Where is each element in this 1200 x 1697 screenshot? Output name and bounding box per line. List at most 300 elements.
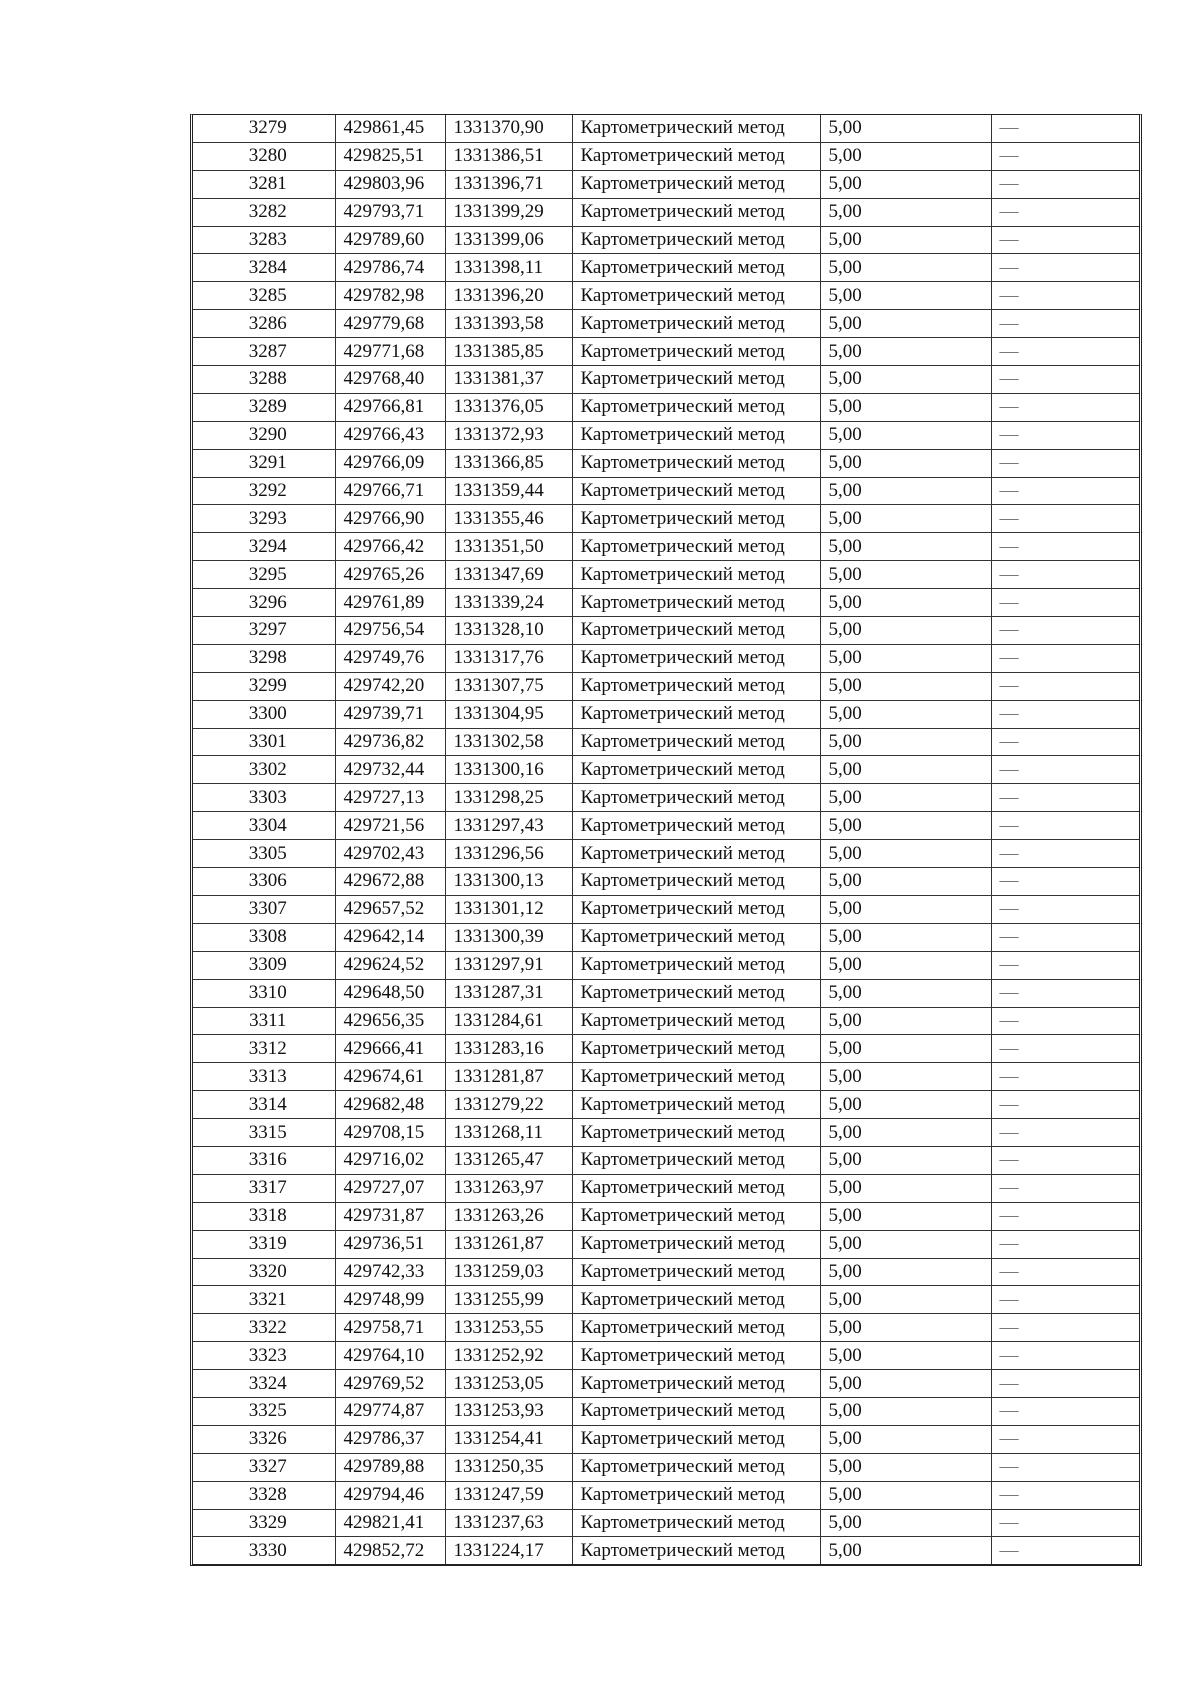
x-coordinate-cell: 429771,68 bbox=[335, 338, 445, 366]
method-cell: Картометрический метод bbox=[572, 895, 820, 923]
table-row bbox=[193, 1091, 1139, 1119]
y-coordinate-cell: 1331255,99 bbox=[445, 1286, 572, 1314]
x-coordinate-cell: 429766,81 bbox=[335, 393, 445, 421]
point-number-cell: 3299 bbox=[193, 672, 335, 700]
y-coordinate-cell: 1331385,85 bbox=[445, 338, 572, 366]
note-cell: — bbox=[991, 505, 1139, 533]
method-cell: Картометрический метод bbox=[572, 617, 820, 645]
x-coordinate-cell: 429758,71 bbox=[335, 1314, 445, 1342]
x-coordinate-cell: 429779,68 bbox=[335, 310, 445, 338]
point-number-cell: 3327 bbox=[193, 1453, 335, 1481]
method-cell: Картометрический метод bbox=[572, 1453, 820, 1481]
table-row bbox=[193, 310, 1139, 338]
point-number-cell: 3285 bbox=[193, 282, 335, 310]
method-cell: Картометрический метод bbox=[572, 1425, 820, 1453]
method-cell: Картометрический метод bbox=[572, 366, 820, 394]
x-coordinate-cell: 429803,96 bbox=[335, 170, 445, 198]
point-number-cell: 3318 bbox=[193, 1202, 335, 1230]
point-number-cell: 3309 bbox=[193, 951, 335, 979]
note-cell: — bbox=[991, 198, 1139, 226]
precision-cell: 5,00 bbox=[820, 1509, 991, 1537]
point-number-cell: 3321 bbox=[193, 1286, 335, 1314]
note-cell: — bbox=[991, 672, 1139, 700]
method-cell: Картометрический метод bbox=[572, 1258, 820, 1286]
x-coordinate-cell: 429769,52 bbox=[335, 1370, 445, 1398]
table-row bbox=[193, 979, 1139, 1007]
y-coordinate-cell: 1331297,91 bbox=[445, 951, 572, 979]
precision-cell: 5,00 bbox=[820, 840, 991, 868]
point-number-cell: 3287 bbox=[193, 338, 335, 366]
point-number-cell: 3279 bbox=[193, 115, 335, 142]
method-cell: Картометрический метод bbox=[572, 449, 820, 477]
precision-cell: 5,00 bbox=[820, 1202, 991, 1230]
precision-cell: 5,00 bbox=[820, 226, 991, 254]
x-coordinate-cell: 429708,15 bbox=[335, 1119, 445, 1147]
x-coordinate-cell: 429648,50 bbox=[335, 979, 445, 1007]
table-row bbox=[193, 1202, 1139, 1230]
table-row bbox=[193, 617, 1139, 645]
method-cell: Картометрический метод bbox=[572, 812, 820, 840]
y-coordinate-cell: 1331366,85 bbox=[445, 449, 572, 477]
precision-cell: 5,00 bbox=[820, 366, 991, 394]
y-coordinate-cell: 1331252,92 bbox=[445, 1342, 572, 1370]
point-number-cell: 3328 bbox=[193, 1481, 335, 1509]
y-coordinate-cell: 1331237,63 bbox=[445, 1509, 572, 1537]
note-cell: — bbox=[991, 533, 1139, 561]
point-number-cell: 3310 bbox=[193, 979, 335, 1007]
precision-cell: 5,00 bbox=[820, 477, 991, 505]
table-row bbox=[193, 784, 1139, 812]
note-cell: — bbox=[991, 784, 1139, 812]
x-coordinate-cell: 429702,43 bbox=[335, 840, 445, 868]
y-coordinate-cell: 1331307,75 bbox=[445, 672, 572, 700]
method-cell: Картометрический метод bbox=[572, 561, 820, 589]
table-row bbox=[193, 672, 1139, 700]
x-coordinate-cell: 429825,51 bbox=[335, 142, 445, 170]
table-row bbox=[193, 1258, 1139, 1286]
precision-cell: 5,00 bbox=[820, 282, 991, 310]
point-number-cell: 3281 bbox=[193, 170, 335, 198]
method-cell: Картометрический метод bbox=[572, 254, 820, 282]
method-cell: Картометрический метод bbox=[572, 1230, 820, 1258]
x-coordinate-cell: 429768,40 bbox=[335, 366, 445, 394]
x-coordinate-cell: 429821,41 bbox=[335, 1509, 445, 1537]
table-row bbox=[193, 1230, 1139, 1258]
note-cell: — bbox=[991, 1258, 1139, 1286]
y-coordinate-cell: 1331250,35 bbox=[445, 1453, 572, 1481]
y-coordinate-cell: 1331347,69 bbox=[445, 561, 572, 589]
note-cell: — bbox=[991, 1397, 1139, 1425]
x-coordinate-cell: 429766,42 bbox=[335, 533, 445, 561]
method-cell: Картометрический метод bbox=[572, 868, 820, 896]
point-number-cell: 3314 bbox=[193, 1091, 335, 1119]
method-cell: Картометрический метод bbox=[572, 840, 820, 868]
method-cell: Картометрический метод bbox=[572, 1370, 820, 1398]
point-number-cell: 3282 bbox=[193, 198, 335, 226]
table-row bbox=[193, 1425, 1139, 1453]
y-coordinate-cell: 1331301,12 bbox=[445, 895, 572, 923]
y-coordinate-cell: 1331304,95 bbox=[445, 700, 572, 728]
x-coordinate-cell: 429794,46 bbox=[335, 1481, 445, 1509]
method-cell: Картометрический метод bbox=[572, 1481, 820, 1509]
x-coordinate-cell: 429766,09 bbox=[335, 449, 445, 477]
y-coordinate-cell: 1331300,39 bbox=[445, 923, 572, 951]
point-number-cell: 3305 bbox=[193, 840, 335, 868]
y-coordinate-cell: 1331376,05 bbox=[445, 393, 572, 421]
note-cell: — bbox=[991, 1035, 1139, 1063]
x-coordinate-cell: 429766,90 bbox=[335, 505, 445, 533]
method-cell: Картометрический метод bbox=[572, 1119, 820, 1147]
precision-cell: 5,00 bbox=[820, 1314, 991, 1342]
table-row bbox=[193, 1397, 1139, 1425]
x-coordinate-cell: 429736,51 bbox=[335, 1230, 445, 1258]
y-coordinate-cell: 1331263,26 bbox=[445, 1202, 572, 1230]
method-cell: Картометрический метод bbox=[572, 728, 820, 756]
precision-cell: 5,00 bbox=[820, 1063, 991, 1091]
y-coordinate-cell: 1331339,24 bbox=[445, 589, 572, 617]
table-row bbox=[193, 589, 1139, 617]
method-cell: Картометрический метод bbox=[572, 1397, 820, 1425]
precision-cell: 5,00 bbox=[820, 1286, 991, 1314]
method-cell: Картометрический метод bbox=[572, 142, 820, 170]
table-row bbox=[193, 198, 1139, 226]
note-cell: — bbox=[991, 923, 1139, 951]
note-cell: — bbox=[991, 1537, 1139, 1564]
precision-cell: 5,00 bbox=[820, 1537, 991, 1564]
method-cell: Картометрический метод bbox=[572, 672, 820, 700]
note-cell: — bbox=[991, 561, 1139, 589]
note-cell: — bbox=[991, 1481, 1139, 1509]
precision-cell: 5,00 bbox=[820, 979, 991, 1007]
x-coordinate-cell: 429727,07 bbox=[335, 1174, 445, 1202]
point-number-cell: 3326 bbox=[193, 1425, 335, 1453]
method-cell: Картометрический метод bbox=[572, 226, 820, 254]
precision-cell: 5,00 bbox=[820, 644, 991, 672]
precision-cell: 5,00 bbox=[820, 1035, 991, 1063]
table-row bbox=[193, 449, 1139, 477]
method-cell: Картометрический метод bbox=[572, 115, 820, 142]
x-coordinate-cell: 429756,54 bbox=[335, 617, 445, 645]
table-row bbox=[193, 728, 1139, 756]
note-cell: — bbox=[991, 142, 1139, 170]
table-row bbox=[193, 282, 1139, 310]
table-row bbox=[193, 1481, 1139, 1509]
point-number-cell: 3286 bbox=[193, 310, 335, 338]
point-number-cell: 3329 bbox=[193, 1509, 335, 1537]
precision-cell: 5,00 bbox=[820, 923, 991, 951]
point-number-cell: 3311 bbox=[193, 1007, 335, 1035]
method-cell: Картометрический метод bbox=[572, 1063, 820, 1091]
method-cell: Картометрический метод bbox=[572, 421, 820, 449]
method-cell: Картометрический метод bbox=[572, 1314, 820, 1342]
y-coordinate-cell: 1331381,37 bbox=[445, 366, 572, 394]
point-number-cell: 3302 bbox=[193, 756, 335, 784]
precision-cell: 5,00 bbox=[820, 868, 991, 896]
y-coordinate-cell: 1331253,93 bbox=[445, 1397, 572, 1425]
y-coordinate-cell: 1331279,22 bbox=[445, 1091, 572, 1119]
method-cell: Картометрический метод bbox=[572, 1007, 820, 1035]
y-coordinate-cell: 1331254,41 bbox=[445, 1425, 572, 1453]
y-coordinate-cell: 1331253,55 bbox=[445, 1314, 572, 1342]
y-coordinate-cell: 1331268,11 bbox=[445, 1119, 572, 1147]
note-cell: — bbox=[991, 589, 1139, 617]
y-coordinate-cell: 1331296,56 bbox=[445, 840, 572, 868]
x-coordinate-cell: 429666,41 bbox=[335, 1035, 445, 1063]
precision-cell: 5,00 bbox=[820, 533, 991, 561]
note-cell: — bbox=[991, 282, 1139, 310]
table-row bbox=[193, 561, 1139, 589]
table-row bbox=[193, 477, 1139, 505]
note-cell: — bbox=[991, 254, 1139, 282]
table-row bbox=[193, 840, 1139, 868]
y-coordinate-cell: 1331396,71 bbox=[445, 170, 572, 198]
point-number-cell: 3288 bbox=[193, 366, 335, 394]
table-row bbox=[193, 700, 1139, 728]
x-coordinate-cell: 429786,74 bbox=[335, 254, 445, 282]
x-coordinate-cell: 429786,37 bbox=[335, 1425, 445, 1453]
y-coordinate-cell: 1331300,13 bbox=[445, 868, 572, 896]
note-cell: — bbox=[991, 1063, 1139, 1091]
precision-cell: 5,00 bbox=[820, 1397, 991, 1425]
precision-cell: 5,00 bbox=[820, 254, 991, 282]
point-number-cell: 3295 bbox=[193, 561, 335, 589]
point-number-cell: 3304 bbox=[193, 812, 335, 840]
y-coordinate-cell: 1331297,43 bbox=[445, 812, 572, 840]
x-coordinate-cell: 429642,14 bbox=[335, 923, 445, 951]
x-coordinate-cell: 429674,61 bbox=[335, 1063, 445, 1091]
note-cell: — bbox=[991, 868, 1139, 896]
method-cell: Картометрический метод bbox=[572, 477, 820, 505]
x-coordinate-cell: 429721,56 bbox=[335, 812, 445, 840]
point-number-cell: 3297 bbox=[193, 617, 335, 645]
point-number-cell: 3289 bbox=[193, 393, 335, 421]
note-cell: — bbox=[991, 812, 1139, 840]
table-row bbox=[193, 338, 1139, 366]
table-row bbox=[193, 1314, 1139, 1342]
note-cell: — bbox=[991, 1174, 1139, 1202]
y-coordinate-cell: 1331247,59 bbox=[445, 1481, 572, 1509]
x-coordinate-cell: 429789,88 bbox=[335, 1453, 445, 1481]
x-coordinate-cell: 429789,60 bbox=[335, 226, 445, 254]
note-cell: — bbox=[991, 728, 1139, 756]
y-coordinate-cell: 1331302,58 bbox=[445, 728, 572, 756]
note-cell: — bbox=[991, 1119, 1139, 1147]
note-cell: — bbox=[991, 895, 1139, 923]
x-coordinate-cell: 429742,33 bbox=[335, 1258, 445, 1286]
precision-cell: 5,00 bbox=[820, 449, 991, 477]
note-cell: — bbox=[991, 951, 1139, 979]
y-coordinate-cell: 1331283,16 bbox=[445, 1035, 572, 1063]
table-row bbox=[193, 868, 1139, 896]
method-cell: Картометрический метод bbox=[572, 1537, 820, 1564]
point-number-cell: 3280 bbox=[193, 142, 335, 170]
point-number-cell: 3298 bbox=[193, 644, 335, 672]
y-coordinate-cell: 1331355,46 bbox=[445, 505, 572, 533]
precision-cell: 5,00 bbox=[820, 672, 991, 700]
method-cell: Картометрический метод bbox=[572, 310, 820, 338]
x-coordinate-cell: 429861,45 bbox=[335, 115, 445, 142]
note-cell: — bbox=[991, 1286, 1139, 1314]
method-cell: Картометрический метод bbox=[572, 951, 820, 979]
precision-cell: 5,00 bbox=[820, 170, 991, 198]
y-coordinate-cell: 1331263,97 bbox=[445, 1174, 572, 1202]
note-cell: — bbox=[991, 1007, 1139, 1035]
point-number-cell: 3320 bbox=[193, 1258, 335, 1286]
precision-cell: 5,00 bbox=[820, 1453, 991, 1481]
x-coordinate-cell: 429782,98 bbox=[335, 282, 445, 310]
precision-cell: 5,00 bbox=[820, 1258, 991, 1286]
note-cell: — bbox=[991, 1091, 1139, 1119]
method-cell: Картометрический метод bbox=[572, 198, 820, 226]
y-coordinate-cell: 1331386,51 bbox=[445, 142, 572, 170]
table-row bbox=[193, 1174, 1139, 1202]
point-number-cell: 3303 bbox=[193, 784, 335, 812]
table-row bbox=[193, 254, 1139, 282]
note-cell: — bbox=[991, 1202, 1139, 1230]
y-coordinate-cell: 1331300,16 bbox=[445, 756, 572, 784]
point-number-cell: 3296 bbox=[193, 589, 335, 617]
x-coordinate-cell: 429748,99 bbox=[335, 1286, 445, 1314]
point-number-cell: 3284 bbox=[193, 254, 335, 282]
point-number-cell: 3323 bbox=[193, 1342, 335, 1370]
precision-cell: 5,00 bbox=[820, 895, 991, 923]
precision-cell: 5,00 bbox=[820, 700, 991, 728]
method-cell: Картометрический метод bbox=[572, 1202, 820, 1230]
method-cell: Картометрический метод bbox=[572, 1342, 820, 1370]
method-cell: Картометрический метод bbox=[572, 282, 820, 310]
note-cell: — bbox=[991, 617, 1139, 645]
y-coordinate-cell: 1331261,87 bbox=[445, 1230, 572, 1258]
precision-cell: 5,00 bbox=[820, 198, 991, 226]
y-coordinate-cell: 1331398,11 bbox=[445, 254, 572, 282]
table-row bbox=[193, 1537, 1139, 1564]
precision-cell: 5,00 bbox=[820, 393, 991, 421]
note-cell: — bbox=[991, 310, 1139, 338]
table-row bbox=[193, 1342, 1139, 1370]
x-coordinate-cell: 429793,71 bbox=[335, 198, 445, 226]
note-cell: — bbox=[991, 1230, 1139, 1258]
x-coordinate-cell: 429749,76 bbox=[335, 644, 445, 672]
point-number-cell: 3306 bbox=[193, 868, 335, 896]
table-row bbox=[193, 1286, 1139, 1314]
precision-cell: 5,00 bbox=[820, 617, 991, 645]
table-row bbox=[193, 421, 1139, 449]
precision-cell: 5,00 bbox=[820, 310, 991, 338]
method-cell: Картометрический метод bbox=[572, 700, 820, 728]
method-cell: Картометрический метод bbox=[572, 589, 820, 617]
table-row bbox=[193, 366, 1139, 394]
method-cell: Картометрический метод bbox=[572, 1286, 820, 1314]
y-coordinate-cell: 1331287,31 bbox=[445, 979, 572, 1007]
method-cell: Картометрический метод bbox=[572, 784, 820, 812]
method-cell: Картометрический метод bbox=[572, 505, 820, 533]
method-cell: Картометрический метод bbox=[572, 1035, 820, 1063]
x-coordinate-cell: 429656,35 bbox=[335, 1007, 445, 1035]
y-coordinate-cell: 1331284,61 bbox=[445, 1007, 572, 1035]
x-coordinate-cell: 429852,72 bbox=[335, 1537, 445, 1564]
note-cell: — bbox=[991, 700, 1139, 728]
method-cell: Картометрический метод bbox=[572, 1174, 820, 1202]
y-coordinate-cell: 1331328,10 bbox=[445, 617, 572, 645]
y-coordinate-cell: 1331253,05 bbox=[445, 1370, 572, 1398]
precision-cell: 5,00 bbox=[820, 115, 991, 142]
note-cell: — bbox=[991, 1342, 1139, 1370]
y-coordinate-cell: 1331372,93 bbox=[445, 421, 572, 449]
coordinates-table-body bbox=[193, 115, 1139, 1564]
precision-cell: 5,00 bbox=[820, 756, 991, 784]
note-cell: — bbox=[991, 366, 1139, 394]
table-row bbox=[193, 533, 1139, 561]
note-cell: — bbox=[991, 1370, 1139, 1398]
x-coordinate-cell: 429716,02 bbox=[335, 1146, 445, 1174]
note-cell: — bbox=[991, 1453, 1139, 1481]
table-row bbox=[193, 1007, 1139, 1035]
table-row bbox=[193, 812, 1139, 840]
x-coordinate-cell: 429736,82 bbox=[335, 728, 445, 756]
y-coordinate-cell: 1331399,29 bbox=[445, 198, 572, 226]
precision-cell: 5,00 bbox=[820, 1007, 991, 1035]
table-row bbox=[193, 393, 1139, 421]
note-cell: — bbox=[991, 840, 1139, 868]
point-number-cell: 3317 bbox=[193, 1174, 335, 1202]
x-coordinate-cell: 429731,87 bbox=[335, 1202, 445, 1230]
y-coordinate-cell: 1331359,44 bbox=[445, 477, 572, 505]
precision-cell: 5,00 bbox=[820, 1146, 991, 1174]
table-row bbox=[193, 1035, 1139, 1063]
precision-cell: 5,00 bbox=[820, 1119, 991, 1147]
table-row bbox=[193, 1063, 1139, 1091]
point-number-cell: 3313 bbox=[193, 1063, 335, 1091]
table-row bbox=[193, 1453, 1139, 1481]
note-cell: — bbox=[991, 226, 1139, 254]
point-number-cell: 3324 bbox=[193, 1370, 335, 1398]
precision-cell: 5,00 bbox=[820, 1425, 991, 1453]
table-row bbox=[193, 1509, 1139, 1537]
method-cell: Картометрический метод bbox=[572, 533, 820, 561]
point-number-cell: 3308 bbox=[193, 923, 335, 951]
method-cell: Картометрический метод bbox=[572, 756, 820, 784]
note-cell: — bbox=[991, 979, 1139, 1007]
note-cell: — bbox=[991, 477, 1139, 505]
method-cell: Картометрический метод bbox=[572, 644, 820, 672]
y-coordinate-cell: 1331396,20 bbox=[445, 282, 572, 310]
coordinates-table-frame bbox=[190, 114, 1142, 1566]
x-coordinate-cell: 429624,52 bbox=[335, 951, 445, 979]
point-number-cell: 3293 bbox=[193, 505, 335, 533]
x-coordinate-cell: 429742,20 bbox=[335, 672, 445, 700]
y-coordinate-cell: 1331351,50 bbox=[445, 533, 572, 561]
precision-cell: 5,00 bbox=[820, 784, 991, 812]
y-coordinate-cell: 1331370,90 bbox=[445, 115, 572, 142]
point-number-cell: 3312 bbox=[193, 1035, 335, 1063]
y-coordinate-cell: 1331298,25 bbox=[445, 784, 572, 812]
point-number-cell: 3291 bbox=[193, 449, 335, 477]
method-cell: Картометрический метод bbox=[572, 1509, 820, 1537]
precision-cell: 5,00 bbox=[820, 561, 991, 589]
method-cell: Картометрический метод bbox=[572, 979, 820, 1007]
method-cell: Картометрический метод bbox=[572, 338, 820, 366]
table-row bbox=[193, 644, 1139, 672]
point-number-cell: 3315 bbox=[193, 1119, 335, 1147]
precision-cell: 5,00 bbox=[820, 505, 991, 533]
table-row bbox=[193, 1119, 1139, 1147]
note-cell: — bbox=[991, 756, 1139, 784]
table-row bbox=[193, 505, 1139, 533]
point-number-cell: 3330 bbox=[193, 1537, 335, 1564]
table-row bbox=[193, 756, 1139, 784]
y-coordinate-cell: 1331224,17 bbox=[445, 1537, 572, 1564]
point-number-cell: 3290 bbox=[193, 421, 335, 449]
